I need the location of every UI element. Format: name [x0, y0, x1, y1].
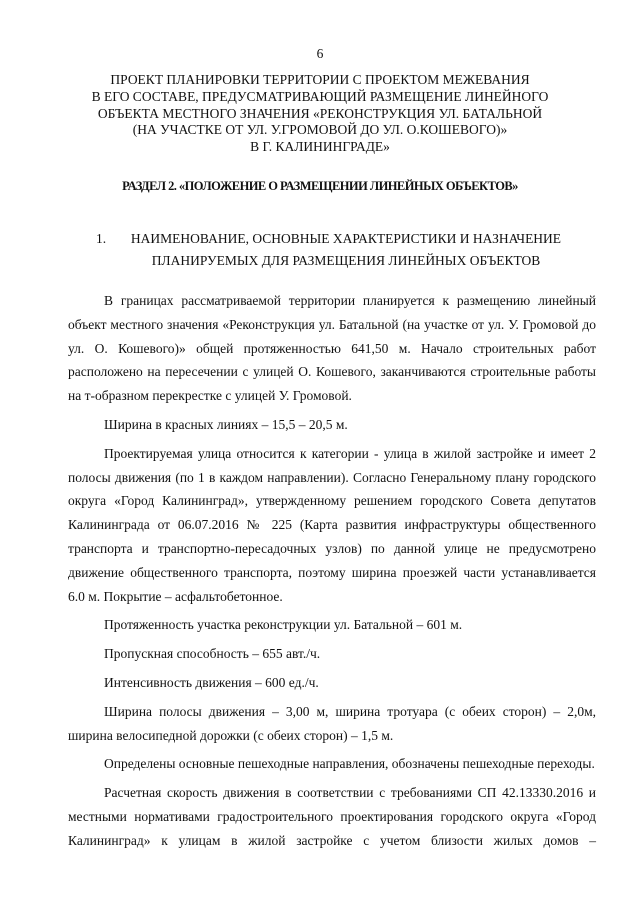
paragraph: Определены основные пешеходные направления, обозначены пешеходные переходы. — [104, 756, 595, 772]
document-title-line: ПРОЕКТ ПЛАНИРОВКИ ТЕРРИТОРИИ С ПРОЕКТОМ МЕЖЕВАНИЯ — [110, 72, 530, 87]
document-title-line: (НА УЧАСТКЕ ОТ УЛ. У.ГРОМОВОЙ ДО УЛ. О.КОШЕВОГО)» — [132, 122, 508, 138]
document-title-line: В ЕГО СОСТАВЕ, ПРЕДУСМАТРИВАЮЩИЙ РАЗМЕЩЕНИЕ ЛИНЕЙНОГО — [91, 88, 549, 104]
paragraph: Проектируемая улица относится к категории - улица в жилой застройке и имеет 2 полосы движения (по 1 в каждом направлении). Согласно Генеральному плану городского округа «Город Калининград», утвержденному решением городского Совета депутатов Калининграда от 06.07.2016 № 225 (Карта развития инфраструктуры общественного транспорта и транспортно-пересадочных узлов) по данной улице не предусмотрено движение общественного транспорта, поэтому ширина проезжей части устанавливается 6.0 м. Покрытие – асфальтобетонное. — [68, 445, 596, 604]
document-title — [60, 72, 580, 156]
paragraph: Ширина в красных линиях – 15,5 – 20,5 м. — [104, 416, 348, 432]
heading-number: 1. — [96, 231, 107, 246]
paragraph: Интенсивность движения – 600 ед./ч. — [104, 674, 319, 690]
document-title-line: ОБЪЕКТА МЕСТНОГО ЗНАЧЕНИЯ «РЕКОНСТРУКЦИЯ УЛ. БАТАЛЬНОЙ — [97, 105, 543, 121]
body-text — [68, 289, 596, 858]
heading-text: НАИМЕНОВАНИЕ, ОСНОВНЫЕ ХАРАКТЕРИСТИКИ И НАЗНАЧЕНИЕ ПЛАНИРУЕМЫХ ДЛЯ РАЗМЕЩЕНИЯ ЛИНЕЙНЫХ ОБЪЕКТОВ — [130, 231, 562, 268]
document-title-line: В Г. КАЛИНИНГРАДЕ» — [250, 139, 390, 155]
paragraph: В границах рассматриваемой территории планируется к размещению линейный объект местного значения «Реконструкция ул. Батальной (на участке от ул. У. Громовой до ул. О. Кошевого)» общей протяженностью 641,50 м. Начало строительных работ расположено на пересечении с улицей О. Кошевого, заканчиваются строительные работы на т-образном перекрестке с улицей У. Громовой. — [68, 293, 596, 404]
paragraph: Расчетная скорость движения в соответствии с требованиями СП 42.13330.2016 и местными нормативами градостроительного проектирования городского округа «Город Калининград» к улицам в жилой застройке с учетом близости жилых домов – — [68, 785, 596, 848]
paragraph: Пропускная способность – 655 авт./ч. — [104, 646, 321, 662]
section-title: РАЗДЕЛ 2. «ПОЛОЖЕНИЕ О РАЗМЕЩЕНИИ ЛИНЕЙНЫХ ОБЪЕКТОВ» — [122, 179, 518, 193]
paragraph: Протяженность участка реконструкции ул. Батальной – 601 м. — [104, 617, 463, 633]
section-heading — [96, 228, 574, 272]
page-number: 6 — [316, 46, 324, 61]
paragraph: Ширина полосы движения – 3,00 м, ширина тротуара (с обеих сторон) – 2,0м, ширина велосипедной дорожки (с обеих сторон) – 1,5 м. — [68, 703, 596, 743]
